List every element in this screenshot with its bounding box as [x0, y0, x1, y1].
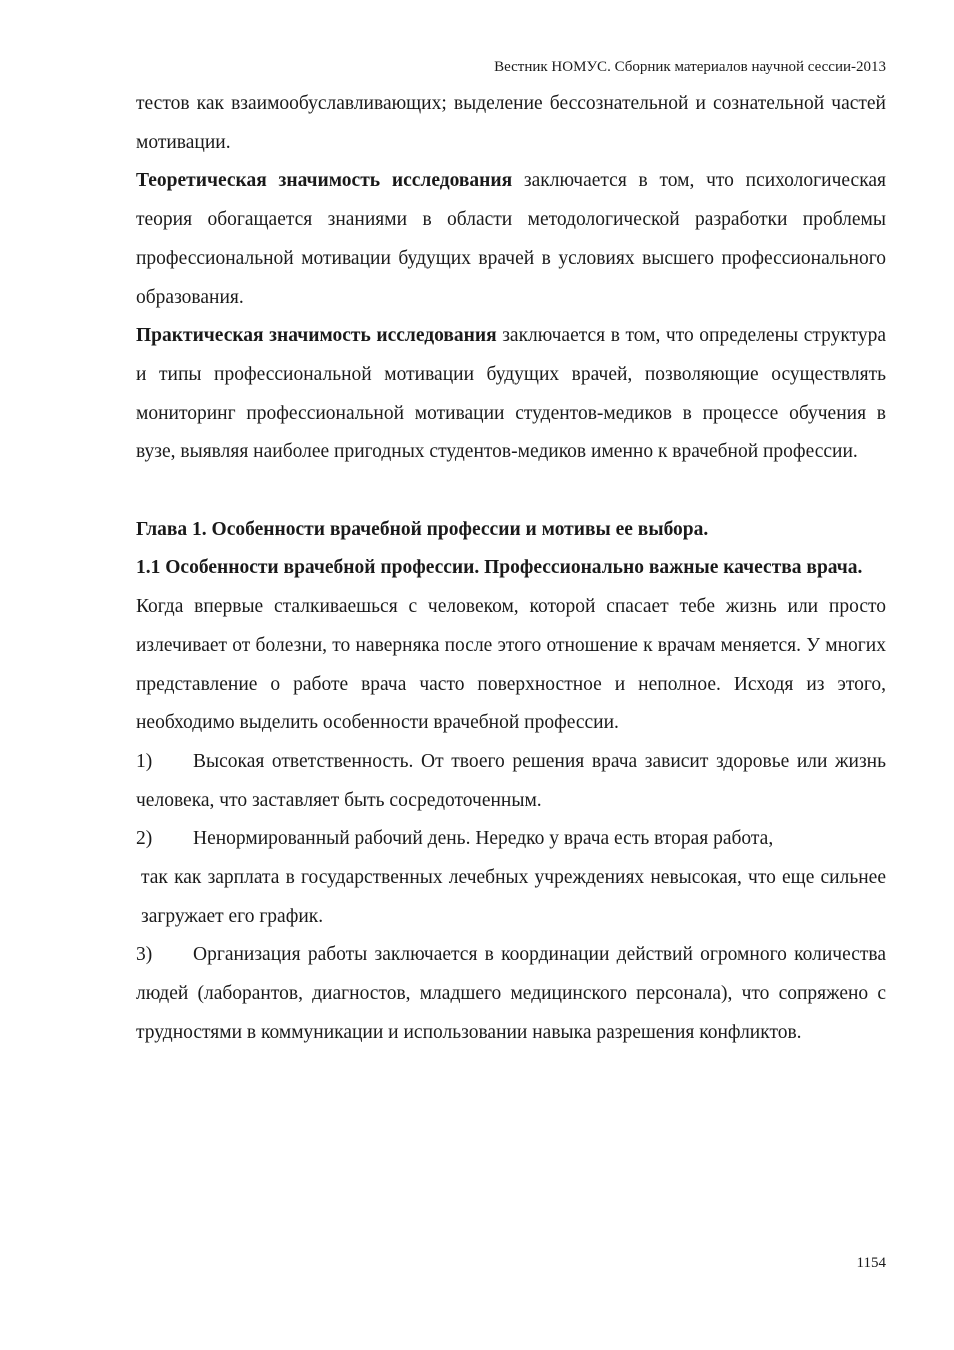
practical-significance-paragraph [136, 317, 886, 472]
list-item [136, 936, 886, 1052]
chapter-title [136, 511, 886, 550]
practical-significance-text: заключается в том, что определены структура и типы профессиональной мотивации будущих врачей, позволяющие осуществлять мониторинг профессиональной мотивации студентов-медиков в процессе обучения в вузе, выявляя наиболее пригодных студентов-медиков именно к врачебной профессии. [136, 325, 886, 463]
section-title-text: 1.1 Особенности врачебной профессии. Профессионально важные качества врача. [136, 557, 863, 579]
list-item-number: 1) [136, 750, 153, 772]
list-item-text: Высокая ответственность. От твоего решения врача зависит здоровье или жизнь человека, что заставляет быть сосредоточенным. [136, 750, 886, 811]
list-item-text: Ненормированный рабочий день. Нередко у врача есть вторая работа, [193, 828, 774, 850]
list-item [136, 820, 886, 859]
page-number: 1154 [856, 1255, 886, 1271]
intro-continuation: тестов как взаимообуславливающих; выделение бессознательной и сознательной частей мотивации. [136, 93, 886, 153]
list-item-continuation: так как зарплата в государственных лечебных учреждениях невысокая, что еще сильнее загружает его график. [141, 867, 886, 927]
list-item-text: Организация работы заключается в координации действий огромного количества людей (лаборантов, диагностов, младшего медицинского персонала), что сопряжено с трудностями в коммуникации и использовании навыка разрешения конфликтов. [136, 944, 886, 1043]
list-item-number: 2) [136, 828, 153, 850]
practical-significance-label: Практическая значимость исследования [136, 325, 497, 347]
theoretical-significance-label: Теоретическая значимость исследования [136, 170, 513, 192]
running-header: Вестник НОМУС. Сборник материалов научной сессии-2013 [494, 59, 886, 75]
theoretical-significance-paragraph [136, 162, 886, 317]
list-item-number: 3) [136, 944, 153, 966]
chapter-title-text: Глава 1. Особенности врачебной профессии и мотивы ее выбора. [136, 518, 709, 540]
list-item [136, 743, 886, 820]
page-body [136, 85, 886, 1053]
body-paragraph: Когда впервые сталкиваешься с человеком, которой спасает тебе жизнь или просто излечивает от болезни, то наверняка после этого отношение к врачам меняется. У многих представление о работе врача часто поверхностное и неполное. Исходя из этого, необходимо выделить особенности врачебной профессии. [136, 596, 886, 734]
theoretical-significance-text: заключается в том, что психологическая теория обогащается знаниями в области методологической разработки проблемы профессиональной мотивации будущих врачей в условиях высшего профессионального образования. [136, 170, 887, 308]
section-title [136, 549, 886, 588]
section-gap [136, 472, 886, 511]
